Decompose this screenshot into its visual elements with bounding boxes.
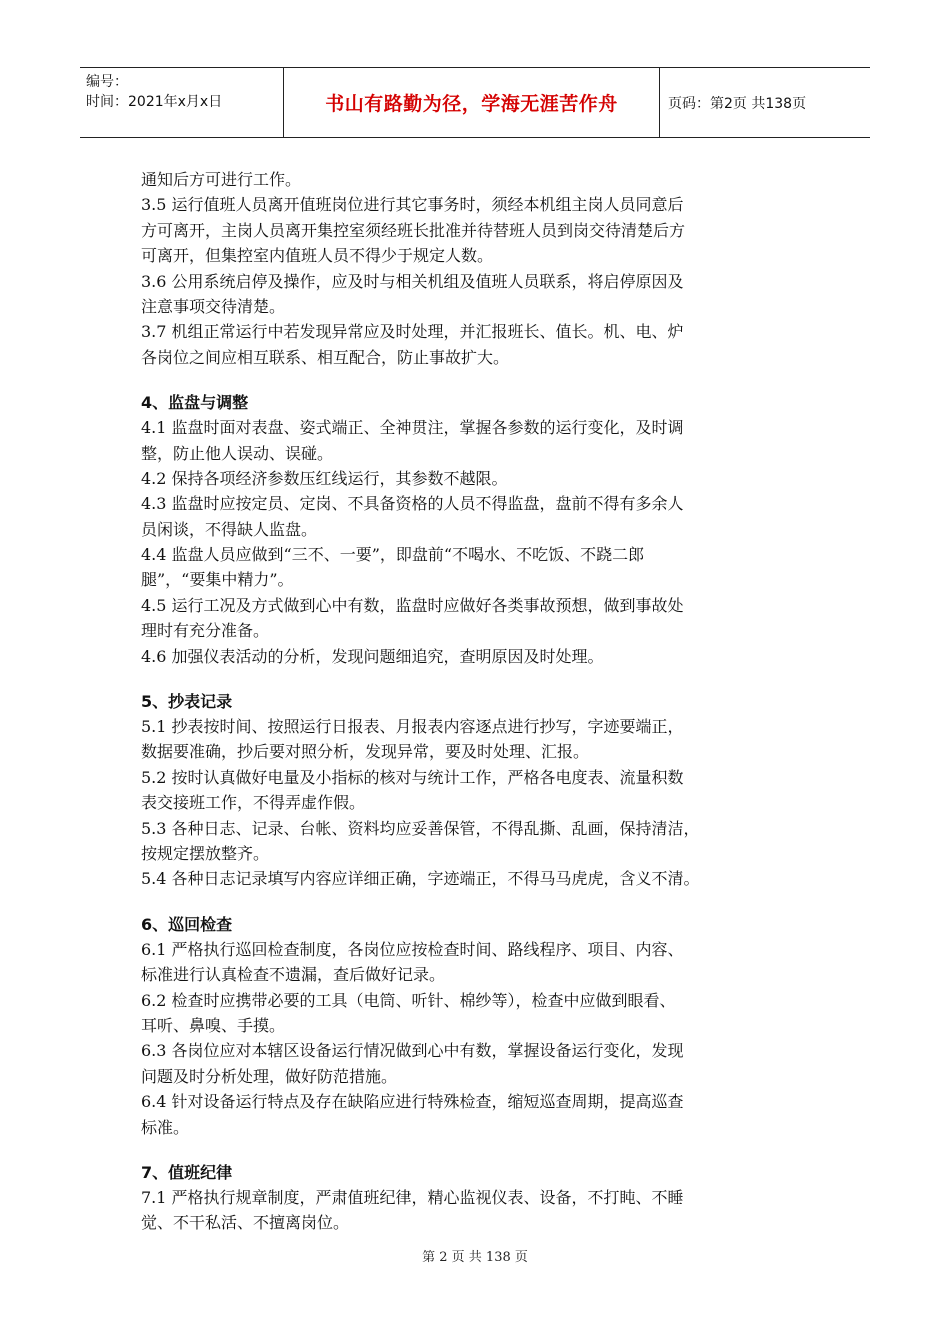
paragraph-line: 6.2 检查时应携带必要的工具（电筒、听针、棉纱等），检查中应做到眼看、 <box>141 990 676 1010</box>
paragraph-line: 可离开，但集控室内值班人员不得少于规定人数。 <box>141 246 494 266</box>
paragraph <box>141 1089 813 1140</box>
paragraph-line: 表交接班工作，不得弄虚作假。 <box>141 793 366 813</box>
paragraph-line: 4.1 监盘时面对表盘、姿式端正、全神贯注，掌握各参数的运行变化，及时调 <box>141 418 684 438</box>
section-spacer <box>141 370 813 390</box>
paragraph <box>141 192 813 268</box>
paragraph-line: 4.6 加强仪表活动的分析，发现问题细追究，查明原因及时处理。 <box>141 646 604 666</box>
paragraph <box>141 866 813 891</box>
paragraph-line: 7.1 严格执行规章制度，严肃值班纪律，精心监视仪表、设备，不打盹、不睡 <box>141 1187 684 1207</box>
paragraph <box>141 1185 813 1236</box>
paragraph <box>141 1038 813 1089</box>
paragraph-line: 3.5 运行值班人员离开值班岗位进行其它事务时，须经本机组主岗人员同意后 <box>141 195 684 215</box>
paragraph-line: 整，防止他人误动、误碰。 <box>141 443 334 463</box>
paragraph-line: 标准。 <box>141 1117 190 1137</box>
paragraph <box>141 937 813 988</box>
paragraph <box>141 319 813 370</box>
header-meta <box>80 68 284 137</box>
paragraph <box>141 765 813 816</box>
section-spacer <box>141 669 813 689</box>
document-body <box>141 167 813 1236</box>
paragraph-line: 腿”，“要集中精力”。 <box>141 570 294 590</box>
paragraph <box>141 714 813 765</box>
paragraph-line: 注意事项交待清楚。 <box>141 296 286 316</box>
page-footer: 第 2 页 共 138 页 <box>422 1250 528 1265</box>
paragraph-line: 5.1 抄表按时间、按照运行日报表、月报表内容逐点进行抄写，字迹要端正， <box>141 717 684 737</box>
paragraph-line: 6.4 针对设备运行特点及存在缺陷应进行特殊检查，缩短巡查周期，提高巡查 <box>141 1092 684 1112</box>
paragraph-line: 5.3 各种日志、记录、台帐、资料均应妥善保管，不得乱撕、乱画，保持清洁， <box>141 818 700 838</box>
paragraph-line: 觉、不干私活、不擅离岗位。 <box>141 1213 350 1233</box>
paragraph-line: 3.7 机组正常运行中若发现异常应及时处理，并汇报班长、值长。机、电、炉 <box>141 322 684 342</box>
paragraph <box>141 542 813 593</box>
paragraph <box>141 491 813 542</box>
paragraph-line: 6.3 各岗位应对本辖区设备运行情况做到心中有数，掌握设备运行变化，发现 <box>141 1041 684 1061</box>
paragraph <box>141 988 813 1039</box>
header-motto: 书山有路勤为径，学海无涯苦作舟 <box>284 68 660 137</box>
paragraph-line: 问题及时分析处理，做好防范措施。 <box>141 1066 398 1086</box>
paragraph-line: 6.1 严格执行巡回检查制度，各岗位应按检查时间、路线程序、项目、内容、 <box>141 939 684 959</box>
section-heading: 7、值班纪律 <box>141 1162 233 1182</box>
document-time-label: 时间：2021年x月x日 <box>86 94 223 110</box>
paragraph-line: 3.6 公用系统启停及操作，应及时与相关机组及值班人员联系，将启停原因及 <box>141 271 684 291</box>
paragraph-line: 按规定摆放整齐。 <box>141 843 270 863</box>
section-heading: 6、巡回检查 <box>141 914 233 934</box>
paragraph-line: 耳听、鼻嗅、手摸。 <box>141 1015 286 1035</box>
paragraph <box>141 415 813 466</box>
paragraph <box>141 816 813 867</box>
document-number-label: 编号： <box>86 74 128 90</box>
paragraph-line: 方可离开，主岗人员离开集控室须经班长批准并待替班人员到岗交待清楚后方 <box>141 220 686 240</box>
paragraph <box>141 269 813 320</box>
paragraph-line: 4.3 监盘时应按定员、定岗、不具备资格的人员不得监盘，盘前不得有多余人 <box>141 494 684 514</box>
paragraph-line: 理时有充分准备。 <box>141 621 270 641</box>
paragraph <box>141 644 813 669</box>
page-header <box>80 67 870 138</box>
paragraph <box>141 167 813 192</box>
section-spacer <box>141 892 813 912</box>
section-spacer <box>141 1140 813 1160</box>
section-heading: 5、抄表记录 <box>141 692 233 712</box>
paragraph-line: 通知后方可进行工作。 <box>141 170 302 189</box>
paragraph-line: 4.4 监盘人员应做到“三不、一要”，即盘前“不喝水、不吃饭、不跷二郎 <box>141 545 645 565</box>
paragraph-line: 5.2 按时认真做好电量及小指标的核对与统计工作，严格各电度表、流量积数 <box>141 767 684 787</box>
paragraph-line: 数据要准确，抄后要对照分析，发现异常，要及时处理、汇报。 <box>141 742 590 762</box>
paragraph <box>141 593 813 644</box>
paragraph-line: 各岗位之间应相互联系、相互配合，防止事故扩大。 <box>141 347 510 367</box>
paragraph <box>141 466 813 491</box>
paragraph-line: 5.4 各种日志记录填写内容应详细正确，字迹端正，不得马马虎虎，含义不清。 <box>141 869 700 889</box>
section-heading: 4、监盘与调整 <box>141 393 249 413</box>
paragraph-line: 4.2 保持各项经济参数压红线运行，其参数不越限。 <box>141 468 508 488</box>
paragraph-line: 标准进行认真检查不遗漏，查后做好记录。 <box>141 965 446 985</box>
paragraph-line: 员闲谈，不得缺人监盘。 <box>141 519 318 539</box>
paragraph-line: 4.5 运行工况及方式做到心中有数，监盘时应做好各类事故预想，做到事故处 <box>141 595 684 615</box>
header-page-info: 页码：第2页 共138页 <box>668 95 807 112</box>
